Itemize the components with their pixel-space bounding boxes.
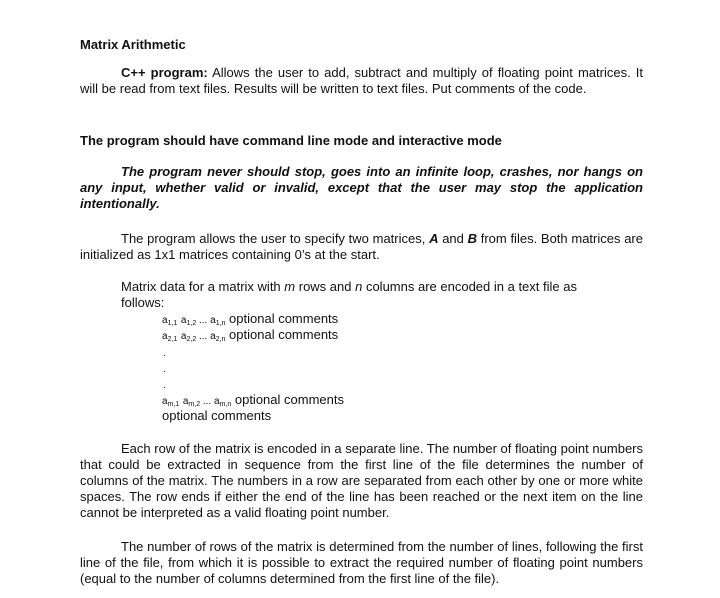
matrix-b-label: B bbox=[467, 231, 477, 246]
specify-text-1: The program allows the user to specify two matrices, bbox=[121, 231, 430, 246]
row-comment: optional comments bbox=[229, 327, 339, 342]
elem-a: a bbox=[180, 315, 187, 326]
elem-subscript: 1,2 bbox=[186, 320, 197, 327]
elem-a: a bbox=[210, 331, 216, 342]
matrix-a-label: A bbox=[429, 231, 439, 246]
row-comment: optional comments bbox=[229, 311, 339, 326]
elem-subscript: 1,n bbox=[215, 320, 226, 327]
warning-text: The program never should stop, goes into an infinite loop, crashes, nor hangs on any input, whether valid or invalid, except that the user may stop the application intentionally. bbox=[80, 164, 643, 211]
trailing-comment: optional comments bbox=[162, 408, 272, 423]
intro-paragraph bbox=[80, 65, 643, 97]
format-text-1: Matrix data for a matrix with bbox=[121, 279, 285, 294]
row-encoding-text: Each row of the matrix is encoded in a separate line. The number of floating point numbers that could be extracted in sequence from the first line of the file determines the number of columns of the matrix. The numbers in a row are separated from each other by one or more white spaces. The row ends if either the end of the line has been reached or the next item on the line cannot be interpreted as a valid floating point number. bbox=[80, 441, 643, 520]
elem-a: a bbox=[162, 331, 168, 342]
elem-subscript: m,2 bbox=[188, 401, 201, 408]
elem-a: a bbox=[180, 331, 187, 342]
specify-paragraph bbox=[80, 231, 643, 263]
elem-a: a bbox=[214, 396, 220, 407]
format-text-3: columns are encoded in a text file as follows: bbox=[121, 279, 577, 310]
format-text-2: rows and bbox=[295, 279, 356, 294]
elem-a: a bbox=[162, 315, 168, 326]
elem-subscript: m,1 bbox=[167, 401, 180, 408]
modes-heading: The program should have command line mode and interactive mode bbox=[80, 133, 502, 148]
elem-subscript: 2,1 bbox=[167, 336, 178, 343]
elem-subscript: 2,2 bbox=[186, 336, 197, 343]
elem-a: a bbox=[182, 396, 189, 407]
row-count-text: The number of rows of the matrix is determined from the number of lines, following the first line of the file, from which it is possible to extract the required number of floating point numbers (equal to the number of columns determined from the first line of the file). bbox=[80, 539, 643, 586]
elem-a: a bbox=[210, 315, 216, 326]
elem-subscript: m,n bbox=[219, 401, 232, 408]
format-paragraph bbox=[121, 279, 621, 311]
elem-a: a bbox=[162, 396, 168, 407]
ellipsis: ... bbox=[200, 396, 214, 407]
vertical-dot: . bbox=[163, 380, 166, 391]
n-variable: n bbox=[355, 279, 363, 294]
row-comment: optional comments bbox=[234, 392, 344, 407]
row-count-paragraph bbox=[80, 539, 643, 587]
vertical-dot: . bbox=[163, 364, 166, 375]
m-variable: m bbox=[284, 279, 296, 294]
matrix-row-2 bbox=[162, 327, 338, 345]
elem-subscript: 2,n bbox=[215, 336, 226, 343]
warning-paragraph bbox=[80, 164, 643, 212]
elem-subscript: 1,1 bbox=[167, 320, 178, 327]
specify-text-3: from files. Both matrices are initialized as 1x1 matrices containing 0’s at the start. bbox=[80, 231, 643, 262]
vertical-dot: . bbox=[163, 348, 166, 359]
row-encoding-paragraph bbox=[80, 441, 643, 521]
doc-title: Matrix Arithmetic bbox=[80, 37, 186, 52]
specify-text-2: and bbox=[438, 231, 468, 246]
ellipsis: ... bbox=[196, 315, 211, 326]
ellipsis: ... bbox=[196, 331, 211, 342]
intro-bold-label: C++ program: bbox=[121, 65, 208, 80]
intro-text: Allows the user to add, subtract and multiply of floating point matrices. It will be read from text files. Results will be written to text files. Put comments of the code. bbox=[80, 65, 643, 96]
